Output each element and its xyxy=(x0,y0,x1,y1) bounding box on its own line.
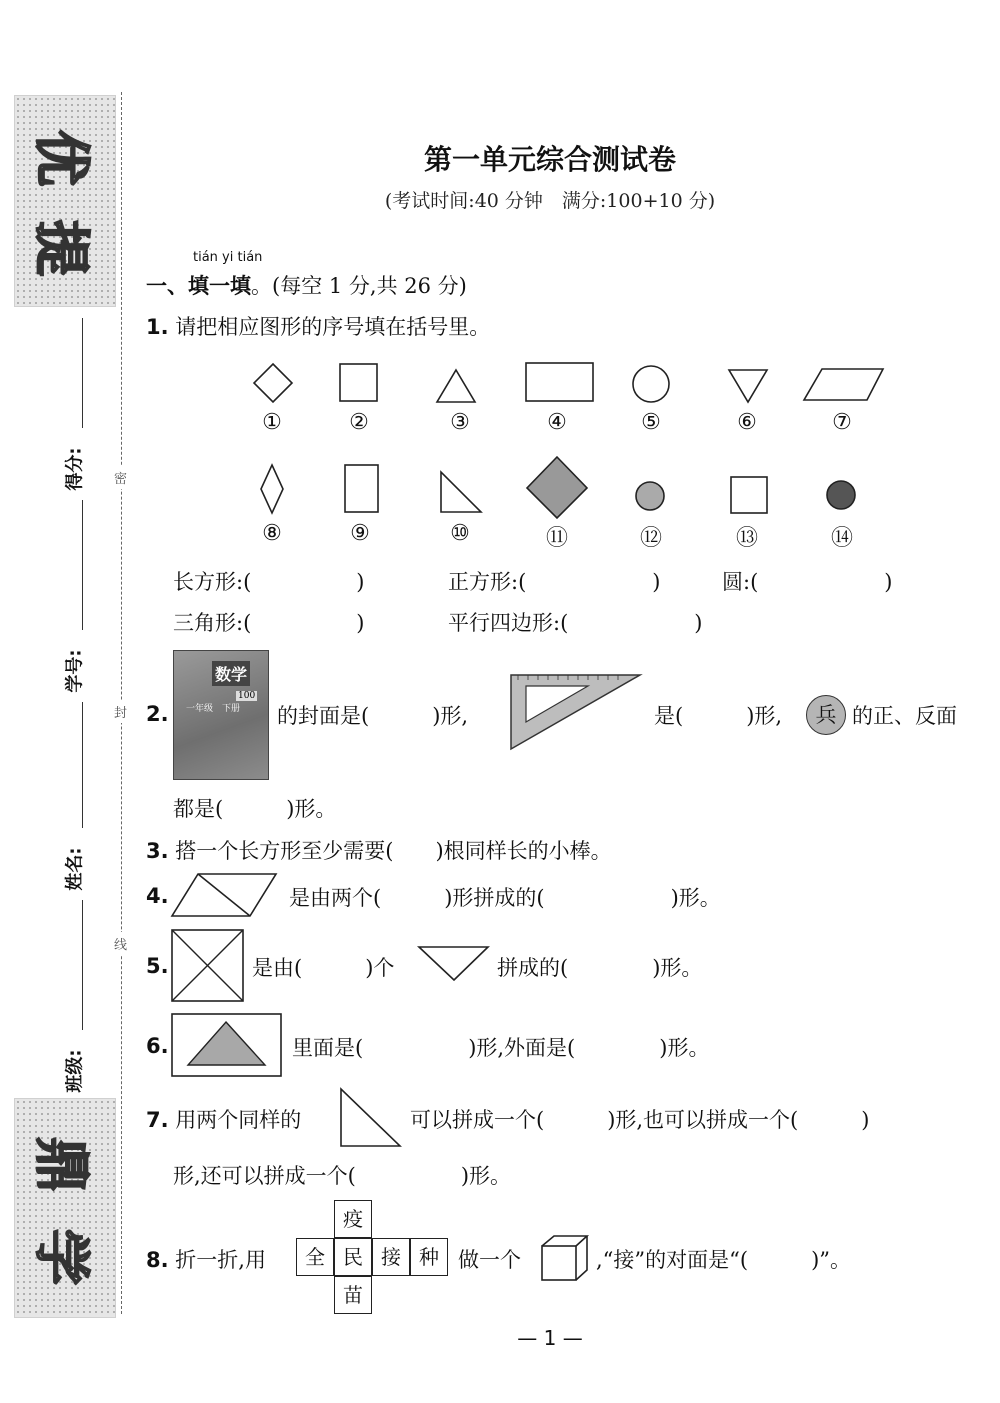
square-diagonals-image xyxy=(170,928,246,1004)
shape-label: ④ xyxy=(547,410,567,435)
heading-pinyin: tián yi tián xyxy=(193,250,263,265)
page-number: — 1 — xyxy=(517,1326,583,1350)
net-cell: 种 xyxy=(410,1238,448,1276)
shape-diamond xyxy=(254,364,292,402)
question-text: 里面是( )形,外面是( )形。 xyxy=(292,1036,710,1060)
shape-label: ⑪ xyxy=(545,526,568,551)
shape-gray-circle xyxy=(636,482,664,510)
shape-triangle xyxy=(437,370,475,402)
book-badge: 100 xyxy=(238,691,256,701)
shape-label: ⑩ xyxy=(450,521,470,546)
right-triangle-image xyxy=(338,1086,404,1150)
shape-label: ② xyxy=(349,410,369,435)
question-text: 是( )形, xyxy=(654,704,783,728)
shape-square xyxy=(340,364,377,401)
shape-circle xyxy=(633,366,669,402)
seal-mark: 封 xyxy=(114,700,127,723)
shape-parallelogram xyxy=(804,369,883,400)
question-number: 1. xyxy=(146,315,169,339)
net-cell: 全 xyxy=(296,1238,334,1276)
page-subtitle: (考试时间:40 分钟 满分:100+10 分) xyxy=(384,190,716,212)
net-cell: 苗 xyxy=(334,1276,372,1314)
shapes-figure xyxy=(0,0,1000,560)
seal-mark: 密 xyxy=(114,466,127,489)
shape-dark-circle xyxy=(827,481,855,509)
shape-label: ⑭ xyxy=(830,526,853,551)
shape-inverted-triangle xyxy=(729,370,767,402)
question-text: 的封面是( )形, xyxy=(277,704,469,728)
question-text: 折一折,用 xyxy=(175,1248,266,1272)
question-number: 4. xyxy=(146,884,169,908)
field-line xyxy=(82,702,83,828)
book-title: 数学 xyxy=(212,661,250,686)
question-text: 是由两个( )形拼成的( )形。 xyxy=(289,886,721,910)
field-student-id-label: 学号: xyxy=(64,649,86,693)
chess-piece-icon: 兵 xyxy=(806,695,846,735)
question-text: 请把相应图形的序号填在括号里。 xyxy=(175,315,491,339)
question-number: 7. xyxy=(146,1108,169,1132)
brand-char: 优 xyxy=(28,130,93,186)
set-square-image xyxy=(508,672,644,752)
answer-rectangle: 长方形:( ) xyxy=(173,570,365,594)
shape-label: ③ xyxy=(450,410,470,435)
question-text: 用两个同样的 xyxy=(175,1108,302,1132)
field-score-label: 得分: xyxy=(64,447,86,491)
shape-label: ⑬ xyxy=(735,526,758,551)
field-line xyxy=(82,900,83,1030)
question-7 xyxy=(146,1104,301,1134)
shape-rectangle xyxy=(526,363,593,401)
heading-title: 填一填 xyxy=(188,273,251,298)
question-text: 做一个 xyxy=(458,1248,521,1272)
net-cell: 接 xyxy=(372,1238,410,1276)
shape-label: ⑫ xyxy=(639,526,662,551)
brand-char: 提 xyxy=(28,220,93,276)
brand-band-bottom xyxy=(14,1098,116,1318)
question-8 xyxy=(146,1244,266,1274)
net-cell: 疫 xyxy=(334,1200,372,1238)
question-text: 的正、反面 xyxy=(852,704,957,728)
answer-triangle: 三角形:( ) xyxy=(173,611,365,635)
heading-note: 。(每空 1 分,共 26 分) xyxy=(251,274,467,298)
shape-square-2 xyxy=(731,477,767,513)
question-text: 形,还可以拼成一个( )形。 xyxy=(173,1164,512,1188)
net-cell: 民 xyxy=(334,1238,372,1276)
question-number: 2. xyxy=(146,702,169,726)
question-number: 3. xyxy=(146,839,169,863)
shape-label: ① xyxy=(262,410,282,435)
shape-right-triangle xyxy=(441,472,481,512)
shape-thin-rhombus xyxy=(261,465,283,513)
shape-label: ⑦ xyxy=(832,410,852,435)
shape-label: ⑨ xyxy=(350,521,370,546)
inverted-triangle-image xyxy=(416,944,492,984)
answer-circle: 圆:( ) xyxy=(722,570,893,594)
question-number: 5. xyxy=(146,954,169,978)
question-number: 8. xyxy=(146,1248,169,1272)
question-text: 都是( )形。 xyxy=(173,797,337,821)
shape-tall-rectangle xyxy=(345,465,378,512)
question-number: 6. xyxy=(146,1034,169,1058)
heading-prefix: 一、 xyxy=(146,273,188,298)
field-name-label: 姓名: xyxy=(64,847,86,891)
question-text: 是由( )个 xyxy=(252,956,395,980)
shape-label: ⑥ xyxy=(737,410,757,435)
shape-rotated-square xyxy=(527,457,587,518)
question-text: ,“接”的对面是“( )”。 xyxy=(596,1248,852,1272)
question-text: 拼成的( )形。 xyxy=(497,956,703,980)
question-3 xyxy=(146,835,612,865)
seal-mark: 线 xyxy=(114,932,127,955)
shape-label: ⑧ xyxy=(262,521,282,546)
brand-char: 学 xyxy=(28,1229,93,1285)
triangle-in-rectangle-image xyxy=(170,1012,284,1078)
answer-square: 正方形:( ) xyxy=(448,570,661,594)
cube-image xyxy=(540,1234,590,1282)
answer-parallelogram: 平行四边形:( ) xyxy=(448,611,703,635)
book-grade: 一年级 下册 xyxy=(186,704,241,714)
parallelogram-split-image xyxy=(170,870,280,920)
page-title: 第一单元综合测试卷 xyxy=(423,143,676,176)
shape-label: ⑤ xyxy=(641,410,661,435)
field-class-label: 班级: xyxy=(64,1049,86,1093)
brand-char: 鼎 xyxy=(28,1137,93,1193)
textbook-cover-image xyxy=(173,650,269,780)
question-text: 搭一个长方形至少需要( )根同样长的小棒。 xyxy=(175,839,612,863)
question-text: 可以拼成一个( )形,也可以拼成一个( ) xyxy=(410,1108,870,1132)
